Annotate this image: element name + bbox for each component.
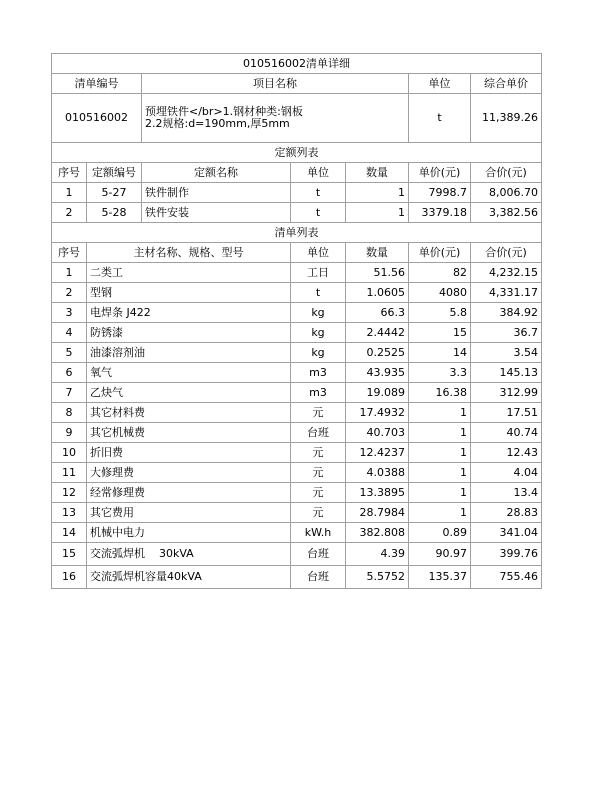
material-total: 4,232.15 [471,263,542,283]
material-total: 384.92 [471,303,542,323]
material-no: 2 [52,283,87,303]
material-price: 1 [409,463,471,483]
material-row [52,283,542,303]
material-qty: 51.56 [346,263,409,283]
material-no: 4 [52,323,87,343]
material-total: 28.83 [471,503,542,523]
material-total: 341.04 [471,523,542,543]
quota-header-price: 单价(元) [409,163,471,183]
quota-row-name: 铁件制作 [142,183,291,203]
material-name: 其它费用 [87,503,291,523]
material-name: 二类工 [87,263,291,283]
item-price: 11,389.26 [471,94,542,143]
material-name: 其它材料费 [87,403,291,423]
header-price: 综合单价 [471,74,542,94]
material-total: 4.04 [471,463,542,483]
material-unit: 台班 [291,423,346,443]
material-row [52,363,542,383]
materials-section-title: 清单列表 [52,223,542,243]
material-price: 1 [409,503,471,523]
material-total: 13.4 [471,483,542,503]
material-qty: 28.7984 [346,503,409,523]
sheet-title: 010516002清单详细 [52,54,542,74]
material-no: 13 [52,503,87,523]
material-name: 氧气 [87,363,291,383]
material-no: 16 [52,566,87,589]
item-name-line1: 预埋铁件</br>1.钢材种类:钢板 [145,105,303,118]
quota-row-qty: 1 [346,203,409,223]
materials-header-qty: 数量 [346,243,409,263]
material-row [52,566,542,589]
quota-row-price: 7998.7 [409,183,471,203]
material-no: 11 [52,463,87,483]
quota-row-name: 铁件安装 [142,203,291,223]
material-unit: 元 [291,503,346,523]
quota-row-no: 1 [52,183,87,203]
material-unit: m3 [291,383,346,403]
material-name: 交流弧焊机容量40kVA [87,566,291,589]
material-qty: 2.4442 [346,323,409,343]
item-name-line2: 2.2规格:d=190mm,厚5mm [145,117,290,130]
quota-row-code: 5-28 [87,203,142,223]
quota-row-no: 2 [52,203,87,223]
material-price: 3.3 [409,363,471,383]
materials-header-name: 主材名称、规格、型号 [87,243,291,263]
material-total: 4,331.17 [471,283,542,303]
material-unit: 台班 [291,566,346,589]
material-price: 90.97 [409,543,471,566]
material-qty: 43.935 [346,363,409,383]
material-total: 755.46 [471,566,542,589]
material-price: 1 [409,423,471,443]
material-unit: kg [291,323,346,343]
material-no: 12 [52,483,87,503]
material-total: 17.51 [471,403,542,423]
quota-row-unit: t [291,183,346,203]
quota-header-code: 定额编号 [87,163,142,183]
material-row [52,443,542,463]
quota-row-total: 3,382.56 [471,203,542,223]
material-no: 8 [52,403,87,423]
material-unit: 元 [291,483,346,503]
material-unit: kW.h [291,523,346,543]
material-total: 40.74 [471,423,542,443]
material-name: 机械中电力 [87,523,291,543]
material-total: 312.99 [471,383,542,403]
material-qty: 4.0388 [346,463,409,483]
material-no: 5 [52,343,87,363]
material-qty: 5.5752 [346,566,409,589]
material-unit: 台班 [291,543,346,566]
material-qty: 17.4932 [346,403,409,423]
material-unit: t [291,283,346,303]
materials-header-total: 合价(元) [471,243,542,263]
material-no: 3 [52,303,87,323]
material-row [52,523,542,543]
material-row [52,383,542,403]
material-price: 135.37 [409,566,471,589]
material-total: 3.54 [471,343,542,363]
material-unit: 工日 [291,263,346,283]
material-row [52,403,542,423]
material-unit: kg [291,303,346,323]
material-qty: 0.2525 [346,343,409,363]
material-no: 1 [52,263,87,283]
material-unit: m3 [291,363,346,383]
item-code: 010516002 [52,94,142,143]
material-qty: 13.3895 [346,483,409,503]
material-price: 5.8 [409,303,471,323]
quota-section-title: 定额列表 [52,143,542,163]
materials-header-unit: 单位 [291,243,346,263]
header-unit: 单位 [409,74,471,94]
item-name [142,94,409,143]
material-qty: 1.0605 [346,283,409,303]
material-no: 7 [52,383,87,403]
materials-header-no: 序号 [52,243,87,263]
material-total: 12.43 [471,443,542,463]
material-unit: kg [291,343,346,363]
material-name: 交流弧焊机 30kVA [87,543,291,566]
material-name: 油漆溶剂油 [87,343,291,363]
quota-row-qty: 1 [346,183,409,203]
quota-header-no: 序号 [52,163,87,183]
material-price: 16.38 [409,383,471,403]
material-no: 14 [52,523,87,543]
material-price: 0.89 [409,523,471,543]
material-price: 4080 [409,283,471,303]
quota-header-unit: 单位 [291,163,346,183]
material-qty: 66.3 [346,303,409,323]
material-price: 14 [409,343,471,363]
quota-header-total: 合价(元) [471,163,542,183]
material-row [52,323,542,343]
material-row [52,483,542,503]
material-no: 10 [52,443,87,463]
materials-header-price: 单价(元) [409,243,471,263]
material-no: 15 [52,543,87,566]
material-row [52,543,542,566]
material-name: 其它机械费 [87,423,291,443]
material-row [52,263,542,283]
quota-row-code: 5-27 [87,183,142,203]
material-no: 9 [52,423,87,443]
material-unit: 元 [291,403,346,423]
material-name: 折旧费 [87,443,291,463]
material-price: 1 [409,443,471,463]
quota-header-name: 定额名称 [142,163,291,183]
material-price: 15 [409,323,471,343]
material-total: 36.7 [471,323,542,343]
material-unit: 元 [291,463,346,483]
material-name: 大修理费 [87,463,291,483]
material-total: 145.13 [471,363,542,383]
material-name: 防锈漆 [87,323,291,343]
material-qty: 4.39 [346,543,409,566]
material-total: 399.76 [471,543,542,566]
material-name: 电焊条 J422 [87,303,291,323]
material-row [52,303,542,323]
material-no: 6 [52,363,87,383]
material-row [52,463,542,483]
material-qty: 12.4237 [346,443,409,463]
header-code: 清单编号 [52,74,142,94]
detail-table [51,53,542,589]
material-price: 1 [409,483,471,503]
header-name: 项目名称 [142,74,409,94]
material-qty: 382.808 [346,523,409,543]
quota-row-unit: t [291,203,346,223]
material-name: 型钢 [87,283,291,303]
item-unit: t [409,94,471,143]
material-name: 乙炔气 [87,383,291,403]
material-row [52,423,542,443]
quota-header-qty: 数量 [346,163,409,183]
material-price: 82 [409,263,471,283]
quota-row-price: 3379.18 [409,203,471,223]
material-name: 经常修理费 [87,483,291,503]
quota-row-total: 8,006.70 [471,183,542,203]
material-row [52,503,542,523]
material-row [52,343,542,363]
material-price: 1 [409,403,471,423]
material-unit: 元 [291,443,346,463]
material-qty: 19.089 [346,383,409,403]
material-qty: 40.703 [346,423,409,443]
